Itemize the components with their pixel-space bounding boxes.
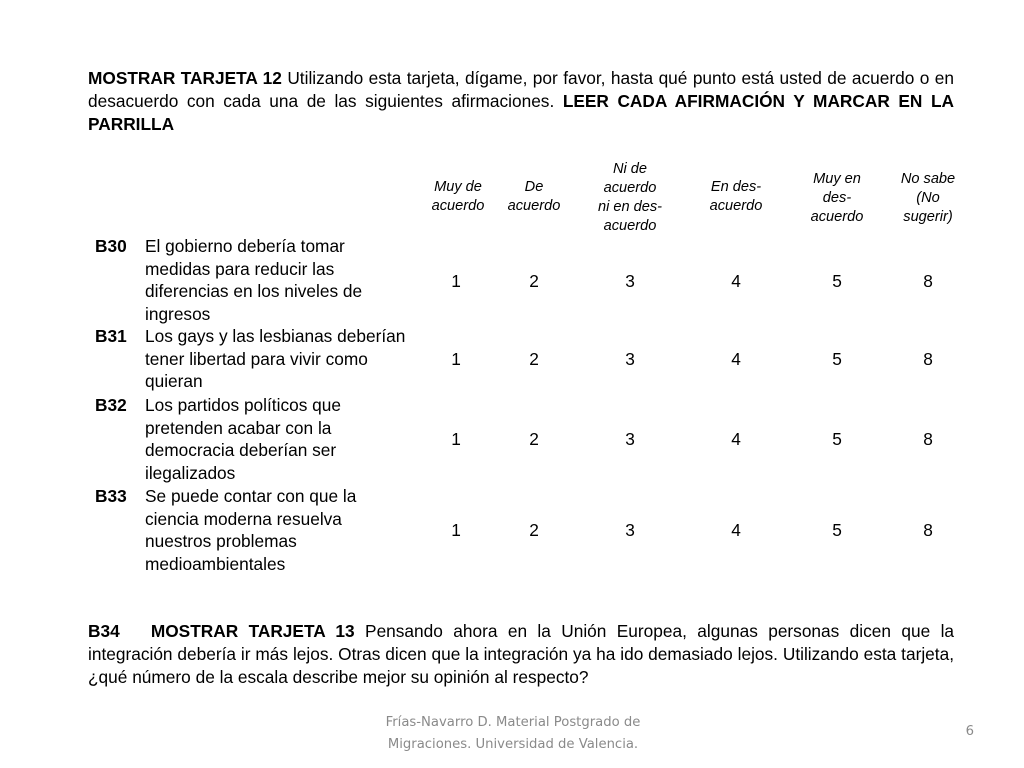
footer-line-1: Frías-Navarro D. Material Postgrado de bbox=[385, 715, 641, 730]
row-statement: Los gays y las lesbianas deberían tener libertad para vivir como quieran bbox=[145, 326, 406, 391]
value-1: 1 bbox=[451, 429, 461, 449]
value-1: 1 bbox=[451, 271, 461, 291]
column-header-de-acuerdo: De acuerdo bbox=[507, 179, 561, 214]
value-5: 5 bbox=[832, 271, 842, 291]
value-2: 2 bbox=[529, 271, 539, 291]
value-5: 5 bbox=[832, 520, 842, 540]
column-header-no-sabe: No sabe (No sugerir) bbox=[900, 171, 956, 225]
value-8: 8 bbox=[923, 349, 933, 369]
b34-text: Pensando ahora en la Unión Europea, algunas personas dicen que la integración debería ir más lejos. Otras dicen que la integración ya ha ido demasiado lejos. Utilizando esta tarjeta, ¿qué número de la escala describe mejor su opinión al respecto? bbox=[88, 621, 955, 687]
intro-instruction: LEER CADA AFIRMACIÓN Y MARCAR EN LA PARRILLA bbox=[88, 91, 954, 134]
value-4: 4 bbox=[731, 349, 741, 369]
column-header-muy-de-acuerdo: Muy de acuerdo bbox=[431, 179, 485, 214]
value-2: 2 bbox=[529, 429, 539, 449]
row-statement: El gobierno debería tomar medidas para reducir las diferencias en los niveles de ingresos bbox=[145, 236, 363, 324]
value-5: 5 bbox=[832, 349, 842, 369]
row-code: B33 bbox=[95, 486, 127, 506]
row-statement: Se puede contar con que la ciencia moderna resuelva nuestros problemas medioambientales bbox=[145, 486, 357, 574]
footer-line-2: Migraciones. Universidad de Valencia. bbox=[387, 737, 639, 752]
value-3: 3 bbox=[625, 271, 635, 291]
value-4: 4 bbox=[731, 429, 741, 449]
footer-citation bbox=[360, 712, 666, 756]
value-3: 3 bbox=[625, 520, 635, 540]
value-4: 4 bbox=[731, 520, 741, 540]
b34-code: B34 bbox=[88, 621, 120, 641]
row-code: B32 bbox=[95, 395, 127, 415]
value-5: 5 bbox=[832, 429, 842, 449]
intro-text: Utilizando esta tarjeta, dígame, por favor, hasta qué punto está usted de acuerdo o en desacuerdo con cada una de las siguientes afirmaciones. bbox=[88, 68, 954, 111]
value-1: 1 bbox=[451, 349, 461, 369]
column-header-ni-de-acuerdo: Ni de acuerdo ni en des- acuerdo bbox=[597, 161, 663, 234]
value-8: 8 bbox=[923, 520, 933, 540]
column-header-en-desacuerdo: En des- acuerdo bbox=[709, 179, 763, 214]
value-8: 8 bbox=[923, 271, 933, 291]
value-4: 4 bbox=[731, 271, 741, 291]
value-2: 2 bbox=[529, 349, 539, 369]
row-statement: Los partidos políticos que pretenden acabar con la democracia deberían ser ilegalizados bbox=[145, 395, 341, 483]
intro-paragraph bbox=[88, 67, 954, 136]
b34-card-label: MOSTRAR TARJETA 13 bbox=[150, 621, 355, 641]
b34-paragraph bbox=[88, 620, 954, 689]
value-3: 3 bbox=[625, 429, 635, 449]
value-3: 3 bbox=[625, 349, 635, 369]
value-1: 1 bbox=[451, 520, 461, 540]
column-header-muy-en-desacuerdo: Muy en des- acuerdo bbox=[810, 171, 864, 225]
page-number: 6 bbox=[965, 724, 974, 739]
row-code: B30 bbox=[95, 236, 127, 256]
value-2: 2 bbox=[529, 520, 539, 540]
intro-card-label: MOSTRAR TARJETA 12 bbox=[88, 68, 282, 88]
row-code: B31 bbox=[95, 326, 127, 346]
value-8: 8 bbox=[923, 429, 933, 449]
